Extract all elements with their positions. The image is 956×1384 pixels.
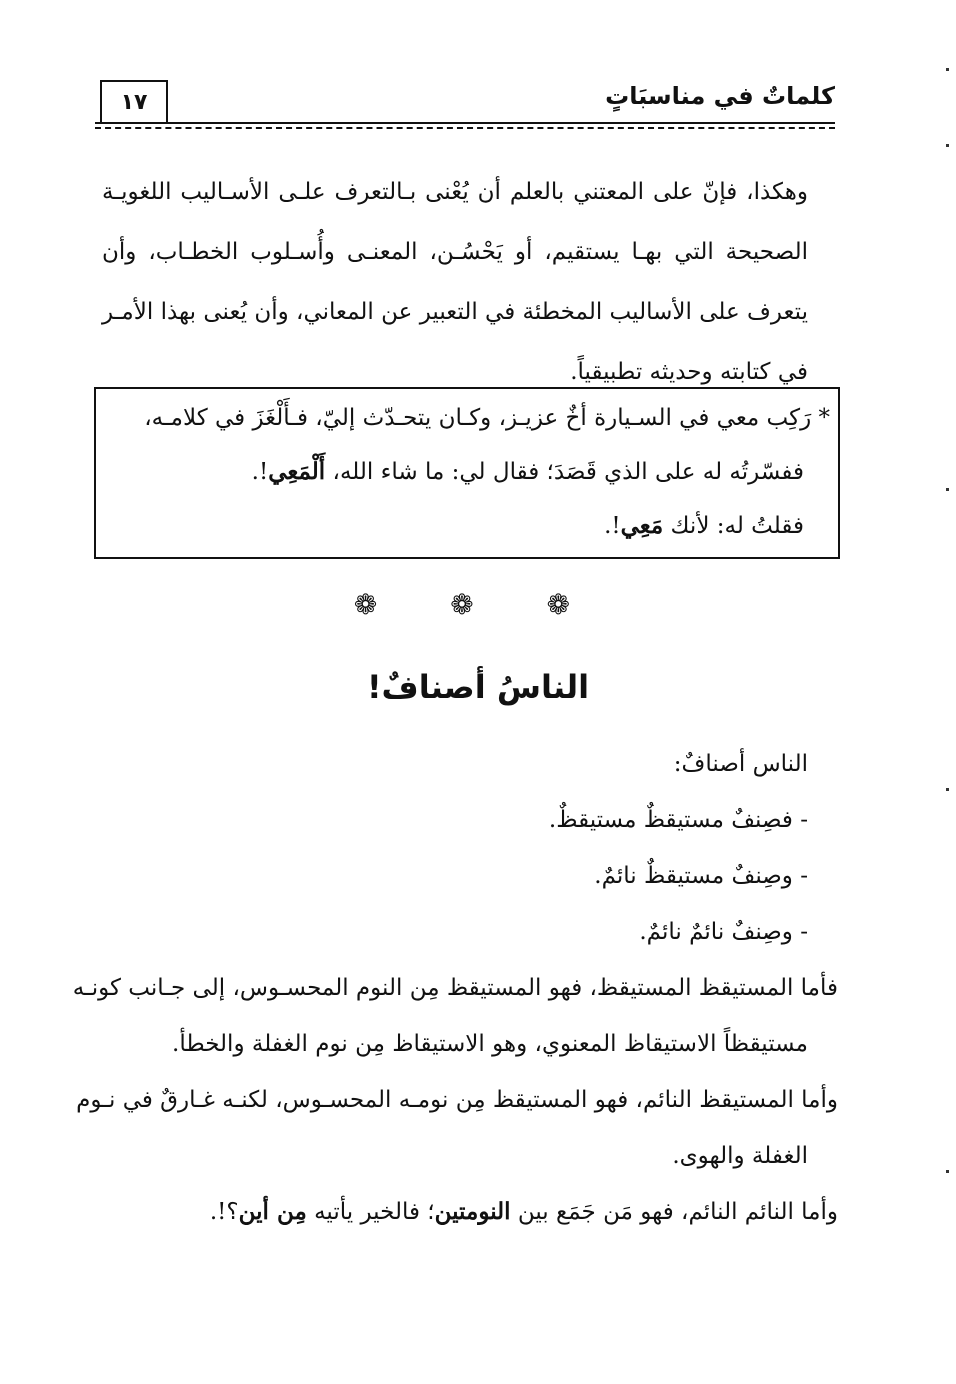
body-line-9-bold-1: النومتين xyxy=(434,1198,511,1225)
scan-mark xyxy=(946,488,949,491)
anecdote-line-3-end: !. xyxy=(604,513,621,539)
running-title: كلماتٌ في مناسبَاتٍ xyxy=(605,82,835,110)
anecdote-line-1: * رَكِب معي في السـيارة أخٌ عزيـز، وكـان يتحـدّث إليّ، فـأَلْغَزَ في كلامـه، xyxy=(144,405,830,431)
body-line-1: الناس أصنافٌ: xyxy=(673,751,808,777)
scan-mark xyxy=(946,788,949,791)
section-separator: ❁ ❁ ❁ xyxy=(353,588,603,621)
body-line-9-mid: ؛ فالخير يأتيه xyxy=(306,1199,435,1225)
body-line-4: - وصِنفٌ نائمٌ نائمٌ. xyxy=(639,919,808,945)
body-line-3: - وصِنفٌ مستيقظٌ نائمٌ. xyxy=(594,863,808,889)
section-body xyxy=(72,736,838,1240)
body-line-9-bold-2: مِن أين xyxy=(238,1198,307,1225)
body-line-9-end: ؟!. xyxy=(209,1199,239,1225)
page-header xyxy=(95,78,835,128)
header-rule xyxy=(95,122,835,124)
scan-mark xyxy=(946,144,949,147)
body-line-8: الغفلة والهوى. xyxy=(672,1143,808,1169)
anecdote-line-2-text: ففسّرتُه له على الذي قَصَدَ؛ فقال لي: ما شاء الله، xyxy=(325,459,804,485)
body-line-9 xyxy=(98,1184,838,1240)
page-number: ١٧ xyxy=(120,89,148,115)
intro-paragraph: وهكذا، فإنّ على المعتني بالعلم أن يُعْنى بـالتعرف علـى الأسـاليب اللغويـة الصحيحة التي بهـا يستقيم، أو يَحْسُـن، المعنـى وأُسـلوب الخطـاب، وأن يتعرف على الأساليب المخطئة في التعبير عن المعاني، وأن يُعنى بهذا الأمـر في كتابته وحديثه تطبيقياً. xyxy=(102,179,808,385)
body-line-9-text: وأما النائم النائم، فهو مَن جَمَع بين xyxy=(510,1199,838,1225)
anecdote-line-3-bold: مَعِي xyxy=(620,512,664,539)
body-line-2: - فصِنفٌ مستيقظٌ مستيقظٌ. xyxy=(548,807,808,833)
body-line-6: مستيقظاً الاستيقاظ المعنوي، وهو الاستيقاظ مِن نوم الغفلة والخطأ. xyxy=(172,1031,808,1057)
body-line-5: فأما المستيقظ المستيقظ، فهو المستيقظ مِن النوم المحسـوس، إلى جـانب كونـه xyxy=(72,975,838,1001)
anecdote-box xyxy=(94,387,840,559)
anecdote-line-2-bold: أَلْمَعِي xyxy=(268,458,326,485)
section-title: الناسُ أصنافٌ! xyxy=(366,668,590,706)
body-line-7: وأما المستيقظ النائم، فهو المستيقظ مِن نومـه المحسـوس، لكنـه غـارقٌ في نـوم xyxy=(76,1087,838,1113)
anecdote-line-3-text: فقلتُ له: لأنك xyxy=(663,513,804,539)
page-number-box xyxy=(100,80,168,122)
anecdote-line-2 xyxy=(106,445,830,499)
header-rule-dashed xyxy=(95,127,835,129)
anecdote-line-3 xyxy=(106,499,830,553)
anecdote-line-2-end: !. xyxy=(251,459,269,485)
scan-mark xyxy=(946,1170,949,1173)
scan-mark xyxy=(946,68,949,71)
